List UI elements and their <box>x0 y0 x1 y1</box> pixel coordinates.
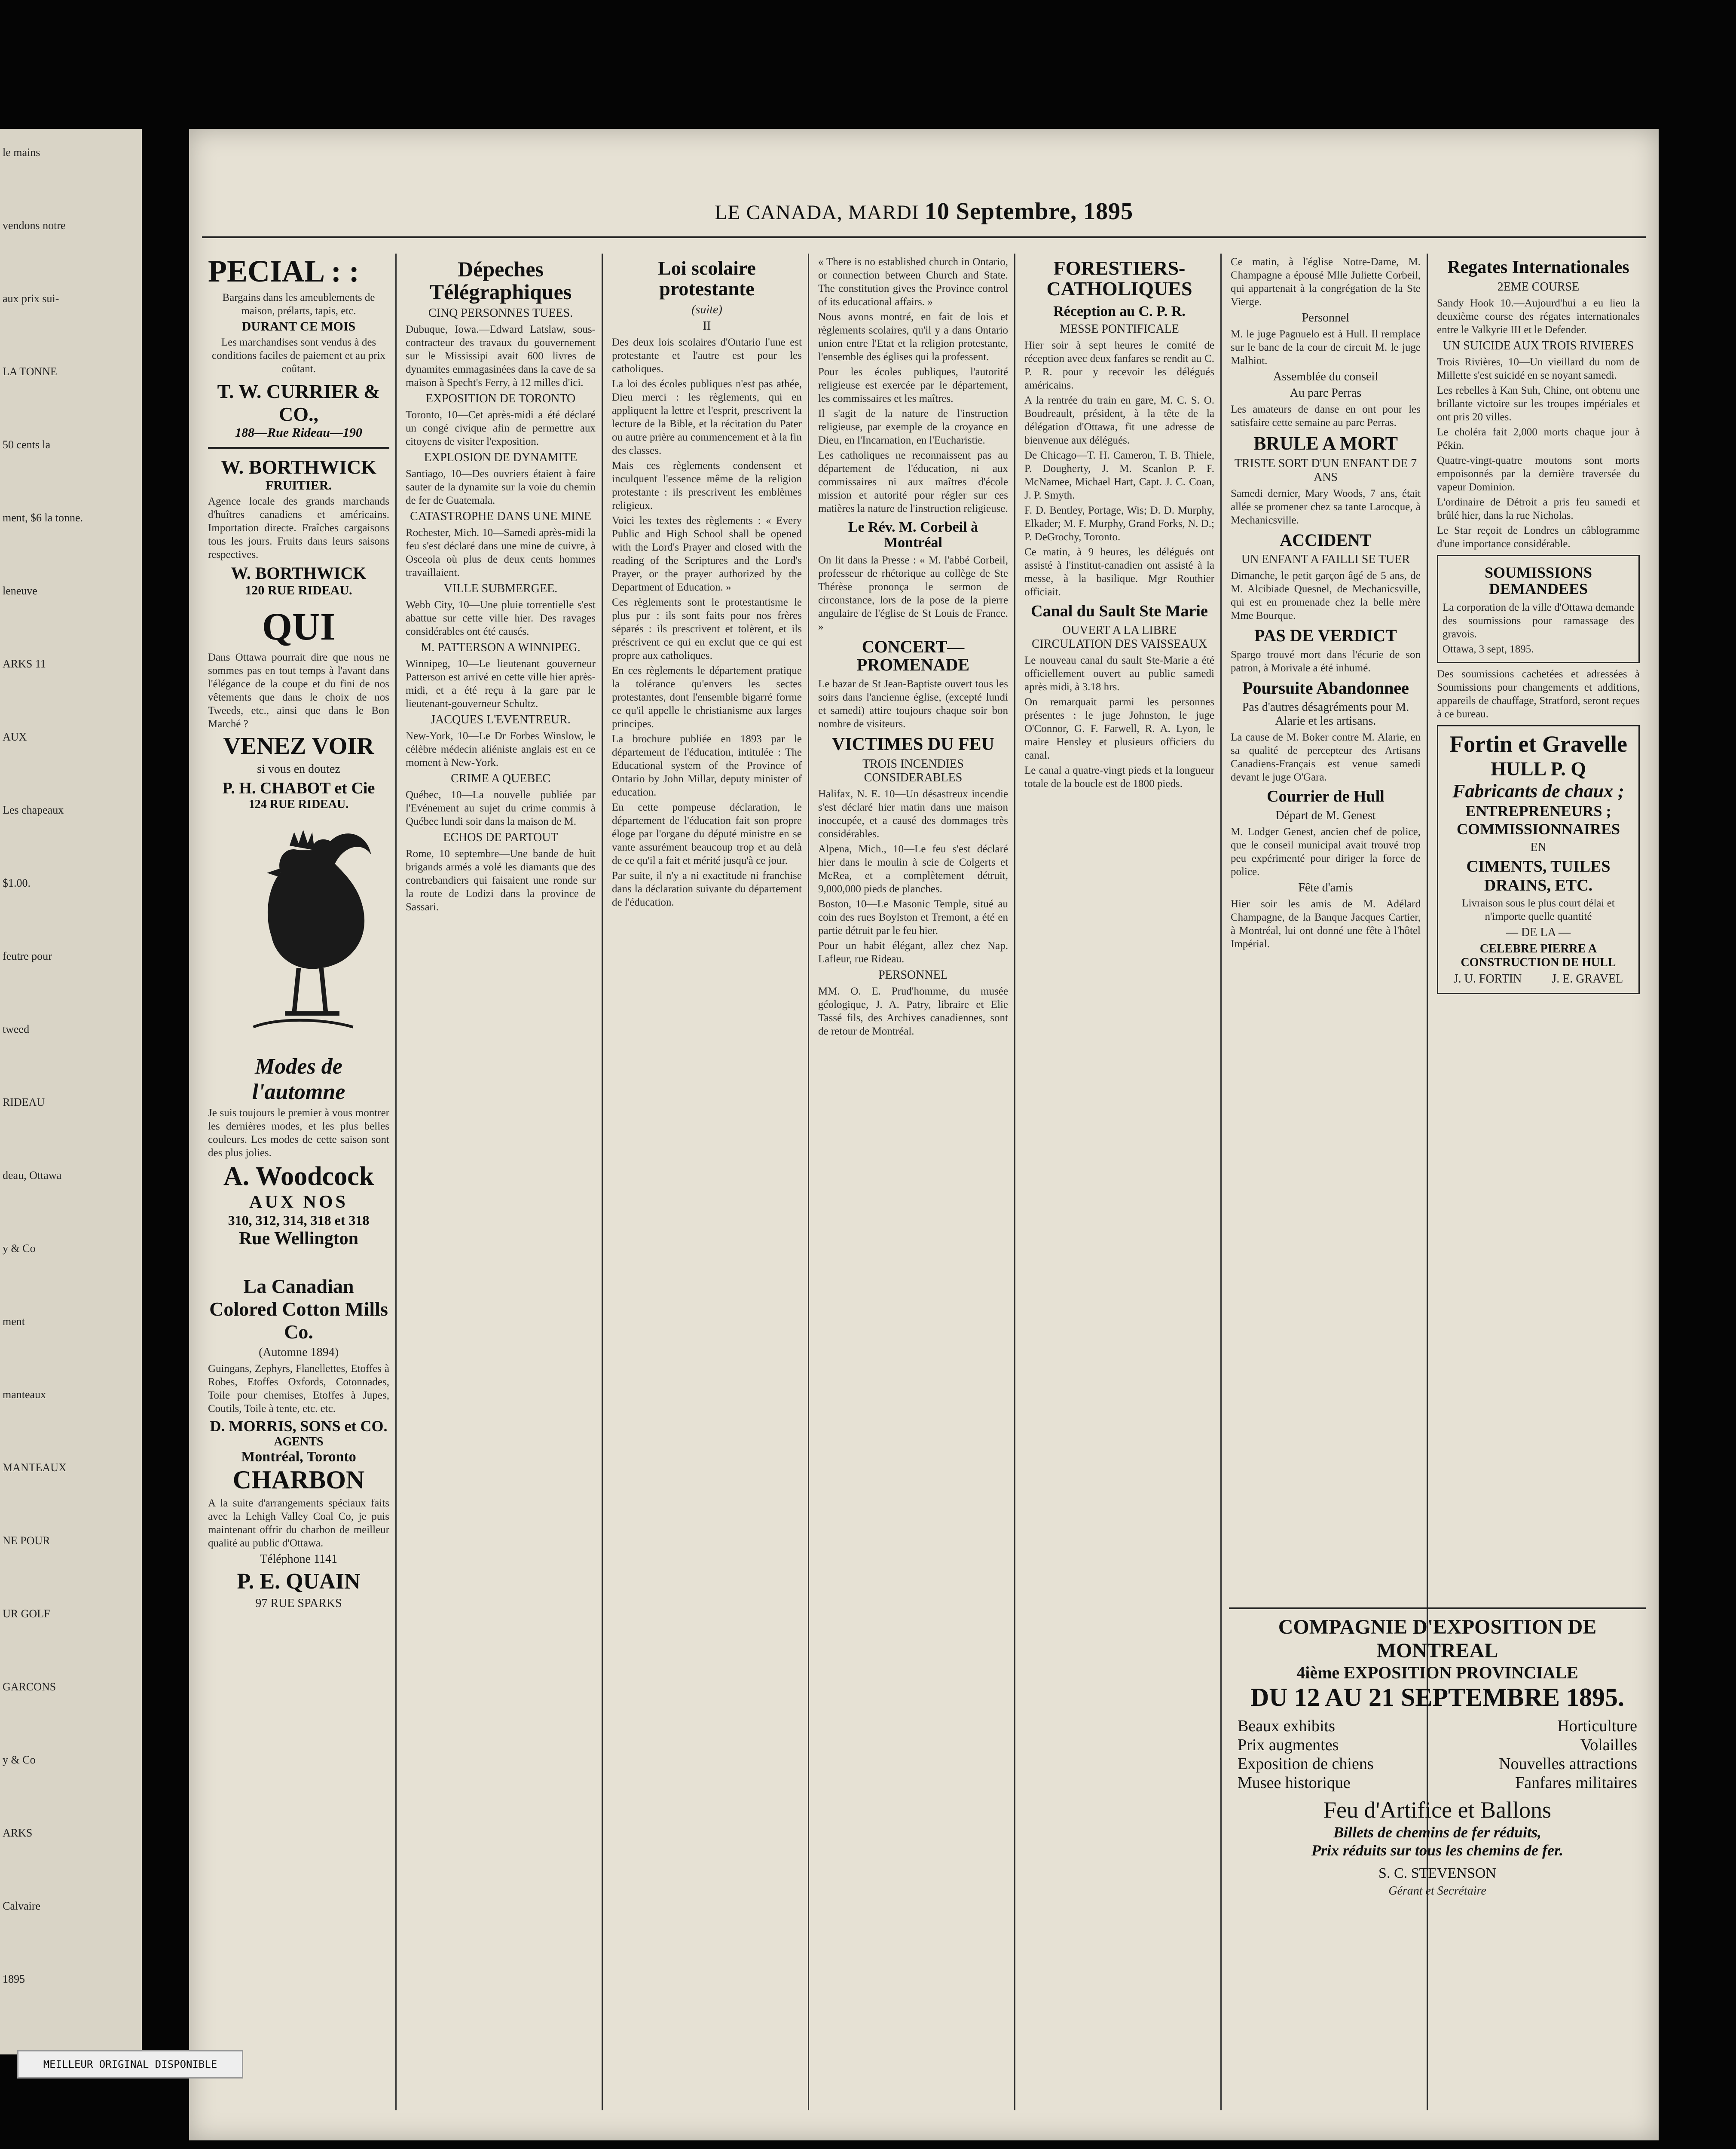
expo-feature: Nouvelles attractions <box>1499 1755 1637 1773</box>
article-text: Quatre-vingt-quatre moutons sont morts empoisonnés par la dernière traversée du vapeur Dominion. <box>1437 455 1640 493</box>
borthwick-address: 120 RUE RIDEAU. <box>245 583 352 597</box>
rooster-illustration <box>208 811 389 1052</box>
article-text: Pour les écoles publiques, l'autorité religieuse est exercée par le département, les commissaires et les maîtres. <box>818 366 1008 404</box>
telegraph-title: Dépeches Télégraphiques <box>429 257 572 304</box>
article-text: En cette pompeuse déclaration, le département de l'éducation fait son propre éloge par l'organe du député ministre en se vante assurément beaucoup trop et au delà de ce qu'il a fait et mérité jusqu'à ce jour. <box>612 801 802 866</box>
article-text: Ce matin, à 9 heures, les délégués ont assisté à l'institut-canadien ont assisté à la messe, à la basilique. Mgr Routhier officiait. <box>1024 546 1214 598</box>
article-text: Le nouveau canal du sault Ste-Marie a été officiellement ouvert au public samedi après midi, à 3.18 hrs. <box>1024 655 1214 693</box>
concert-headline: CONCERT—PROMENADE <box>856 637 970 675</box>
strip-fragment: NE POUR <box>3 1534 50 1547</box>
article-text: En ces règlements le département pratique la tolérance qu'envers les sectes protestantes, dont l'ensemble bigarré forme ce qu'il appelle le christianisme aux larges principes. <box>612 664 802 730</box>
fortin-location: HULL P. Q <box>1491 757 1586 780</box>
strip-fragment: ment <box>3 1315 25 1328</box>
venez-voir-sub: si vous en doutez <box>257 762 340 776</box>
expo-dates: DU 12 AU 21 SEPTEMBRE 1895. <box>1250 1683 1625 1711</box>
strip-fragment: ment, $6 la tonne. <box>3 511 83 524</box>
canadian-cotton-text: Guingans, Zephyrs, Flanellettes, Etoffes à Robes, Etoffes Oxfords, Cotonnades, Toile pour chemises, Etoffes à Jupes, Coutils, Toile à tente, etc. etc. <box>208 1363 389 1414</box>
scan-note-label: MEILLEUR ORIGINAL DISPONIBLE <box>17 2050 243 2079</box>
news-text: Québec, 10—La nouvelle publiée par l'Evénement au sujet du crime commis à Québec lundi soir dans la maison de M. <box>406 789 596 827</box>
article-text: Par suite, il n'y a ni exactitude ni franchise dans la déclaration suivante du département de l'éducation. <box>612 869 802 908</box>
canal-headline: Canal du Sault Ste Marie <box>1031 602 1208 621</box>
article-text: Spargo trouvé mort dans l'écurie de son patron, à Morivale a été inhumé. <box>1231 649 1421 674</box>
expo-feature: Exposition de chiens <box>1238 1755 1374 1773</box>
autumn-label: (Automne 1894) <box>259 1346 339 1359</box>
strip-fragment: GARCONS <box>3 1681 56 1693</box>
expo-title: COMPAGNIE D'EXPOSITION DE MONTREAL <box>1278 1616 1597 1662</box>
article-text: Hier soir les amis de M. Adélard Champagne, de la Banque Jacques Cartier, à Montréal, lui ont donné une fête à l'hôtel Impérial. <box>1231 898 1421 950</box>
news-text: Rochester, Mich. 10—Samedi après-midi la feu s'est déclaré dans une mine de cuivre, à Osceola où plus de deux cents hommes travaillaient. <box>406 527 596 579</box>
street-name: Rue Wellington <box>238 1229 359 1249</box>
expo-right-list <box>1499 1717 1637 1792</box>
chabot-name: P. H. CHABOT et Cie <box>222 779 375 797</box>
strip-fragment: MANTEAUX <box>3 1461 67 1474</box>
fortin-dela: — DE LA — <box>1506 925 1571 939</box>
article-text: F. D. Bentley, Portage, Wis; D. D. Murphy, Elkader; M. F. Murphy, Grand Forks, N. D.; P. DeGrochy, Toronto. <box>1024 505 1214 543</box>
suicide-sub: UN SUICIDE AUX TROIS RIVIERES <box>1443 339 1634 353</box>
article-text: Hier soir à sept heures le comité de réception avec deux fanfares se rendit au C. P. R. pour y recevoir les délégués américains. <box>1024 340 1214 392</box>
modes-text: Je suis toujours le premier à vous montrer les dernières modes, et les plus belles couleurs. Les modes de cette saison sont des plus jolies. <box>208 1107 389 1159</box>
news-headline: ECHOS DE PARTOUT <box>443 831 558 844</box>
divider <box>208 447 389 449</box>
poursuite-subheadline: Pas d'autres désagréments pour M. Alarie et les artisans. <box>1242 701 1409 728</box>
corbeil-headline: Le Rév. M. Corbeil à Montréal <box>848 519 978 551</box>
fortin-names: J. U. FORTIN J. E. GRAVEL <box>1453 972 1623 986</box>
article-text: Dimanche, le petit garçon âgé de 5 ans, de M. Alcibiade Quesnel, de Mechanicsville, qui est en promenade chez la belle mère Mme Bourque. <box>1231 570 1421 622</box>
article-text: La cause de M. Boker contre M. Alarie, en sa qualité de percepteur des Artisans Canadiens-Français est venue samedi devant le juge O'Gara. <box>1231 732 1421 784</box>
news-text: Rome, 10 septembre—Une bande de huit brigands armés a volé les diamants que des contrebandiers qui faisaient une ronde sur la route de Lodizi dans la province de Sassari. <box>406 848 596 913</box>
fortin-heading: Fortin et Gravelle <box>1449 731 1627 757</box>
qui-heading: QUI <box>262 606 336 648</box>
borthwick-name-2: W. BORTHWICK <box>231 563 367 583</box>
article-text: M. Lodger Genest, ancien chef de police, que le conseil municipal avait trouvé trop peu expérimenté pour diriger la force de police. <box>1231 826 1421 878</box>
strip-fragment: y & Co <box>3 1242 36 1255</box>
fire-subheadline: TROIS INCENDIES CONSIDERABLES <box>862 757 964 785</box>
hull-subheadline: Départ de M. Genest <box>1275 809 1376 823</box>
article-text: Le bazar de St Jean-Baptiste ouvert tous les soirs dans l'ancienne église, (excepté lundi et samedi) attire toujours chaque soir bon nombre de visiteurs. <box>818 678 1008 730</box>
news-text: Dubuque, Iowa.—Edward Latslaw, sous-contracteur des travaux du gouvernement sur le Mississipi avait 600 livres de dynamites emmagasinées dans la cave de sa maison à Specht's Ferry, à 12 milles d'ici. <box>406 324 596 389</box>
news-text: Webb City, 10—Une pluie torrentielle s'est abattue sur cette ville hier. Des ravages considérables ont été causés. <box>406 599 596 637</box>
section-number: II <box>703 319 711 333</box>
news-text: Santiago, 10—Des ouvriers étaient à faire sauter de la dynamite sur la voie du chemin de fer de Guatemala. <box>406 468 596 506</box>
strip-fragment: UR GOLF <box>3 1607 50 1620</box>
regattas-sub: 2EME COURSE <box>1497 280 1580 294</box>
news-headline: CATASTROPHE DANS UNE MINE <box>410 510 591 523</box>
expo-prix: Prix réduits sur tous les chemins de fer. <box>1311 1842 1564 1859</box>
strip-fragment: RIDEAU <box>3 1096 45 1108</box>
article-text: Le Star reçoit de Londres un câblogramme d'une importance considérable. <box>1437 525 1640 550</box>
column-rule <box>808 254 809 2110</box>
telephone: Téléphone 1141 <box>260 1552 338 1566</box>
news-headline: CINQ PERSONNES TUEES. <box>428 306 573 320</box>
column-telegraph <box>400 254 602 2110</box>
article-text: Voici les textes des règlements : « Every Public and High School shall be opened with the Lord's Prayer and closed with the reading of the Scriptures and the Lord's Prayer, or the prayer authorized by the Department of Education. » <box>612 514 802 593</box>
article-text: MM. O. E. Prud'homme, du musée géologique, J. A. Patry, libraire et Elie Tassé fils, des Archives canadiennes, sont de retour de Montréal. <box>818 986 1008 1038</box>
strip-fragment: 50 cents la <box>3 438 51 451</box>
news-headline: JACQUES L'EVENTREUR. <box>431 713 571 726</box>
school-law-title: Loi scolaire protestante <box>658 257 756 300</box>
exposition-ad <box>1229 1607 1646 2108</box>
news-headline: EXPLOSION DE DYNAMITE <box>424 451 578 464</box>
day-name: MARDI <box>848 201 919 224</box>
special-text: Bargains dans les ameublements de maison, prélarts, tapis, etc. <box>222 292 375 317</box>
paper-name: LE CANADA, <box>714 201 843 224</box>
verdict-headline: PAS DE VERDICT <box>1254 626 1397 646</box>
expo-feature: Horticulture <box>1557 1717 1637 1735</box>
column-advertisements <box>202 254 395 2110</box>
morris-cities: Montréal, Toronto <box>241 1449 356 1465</box>
strip-fragment: $1.00. <box>3 877 31 889</box>
fire-headline: VICTIMES DU FEU <box>831 735 995 755</box>
article-text: Les amateurs de danse en ont pour les satisfaire cette semaine au parc Perras. <box>1231 404 1421 429</box>
special-heading: PECIAL : : <box>208 254 360 288</box>
strip-fragment: LA TONNE <box>3 365 57 378</box>
borthwick-text: Agence locale des grands marchands d'huîtres canadiens et américains. Importation directe. Fraîches cargaisons tous les jours. Fruits dans leurs saisons respectives. <box>208 496 389 560</box>
street-numbers: 310, 312, 314, 318 et 318 <box>228 1212 370 1228</box>
article-text: La corporation de la ville d'Ottawa demande des soumissions pour ramassage des gravois. <box>1443 601 1634 640</box>
continued-label: (suite) <box>691 303 722 316</box>
expo-features <box>1229 1712 1646 1797</box>
article-text: Le canal a quatre-vingt pieds et la longueur totale de la boucle est de 1800 pieds. <box>1024 765 1214 790</box>
column-local-news <box>1225 254 1427 1603</box>
news-headline: VILLE SUBMERGEE. <box>443 582 558 595</box>
article-text: Boston, 10—Le Masonic Temple, situé au coin des rues Boylston et Tremont, a été en partie détruit par le feu hier. <box>818 898 1008 937</box>
strip-fragment: vendons notre <box>3 219 66 232</box>
expo-feature: Musee historique <box>1238 1774 1351 1792</box>
expo-feature: Prix augmentes <box>1238 1736 1339 1754</box>
fortin-pierre: CELEBRE PIERRE A CONSTRUCTION DE HULL <box>1461 942 1616 969</box>
strip-fragment: aux prix sui- <box>3 292 59 305</box>
article-text: La brochure publiée en 1893 par le département de l'éducation, intitulée : The Educational system of the Province of Ontario by John Millar, deputy minister of education. <box>612 733 802 798</box>
article-text: Sandy Hook 10.—Aujourd'hui a eu lieu la deuxième course des régates internationales entre le Valkyrie III et le Defender. <box>1437 297 1640 336</box>
article-text: L'ordinaire de Détroit a pris feu samedi et brûlé hier, dans la rue Nicholas. <box>1437 496 1640 522</box>
strip-fragment: y & Co <box>3 1754 36 1766</box>
strip-fragment: deau, Ottawa <box>3 1169 62 1182</box>
article-text: Nous avons montré, en fait de lois et règlements scolaires, qu'il y a dans Ontario union entre l'Etat et la religion protestante, l'ensemble des églises qui la professent. <box>818 311 1008 363</box>
strip-fragment: tweed <box>3 1023 30 1035</box>
strip-fragment: AUX <box>3 731 27 743</box>
column-foresters <box>1018 254 1220 2110</box>
strip-fragment: manteaux <box>3 1388 46 1401</box>
strip-fragment: feutre pour <box>3 950 52 962</box>
fortin-livraison: Livraison sous le plus court délai et n'importe quelle quantité <box>1462 897 1615 922</box>
currier-address: 188—Rue Rideau—190 <box>235 426 362 440</box>
venez-voir-heading: VENEZ VOIR <box>223 733 374 759</box>
column-rule <box>1220 254 1222 2110</box>
borthwick-name: W. BORTHWICK <box>220 456 377 478</box>
strip-fragment: Les chapeaux <box>3 804 64 816</box>
modes-heading: Modes de l'automne <box>252 1054 345 1104</box>
charbon-heading: CHARBON <box>232 1466 365 1494</box>
special-cta: DURANT CE MOIS <box>241 319 356 334</box>
article-text: Pour un habit élégant, allez chez Nap. Lafleur, rue Rideau. <box>818 940 1008 965</box>
canadian-cotton-heading: La Canadian Colored Cotton Mills Co. <box>209 1275 388 1343</box>
article-text: A la rentrée du train en gare, M. C. S. O. Boudreault, président, à la tête de la délégation d'Ottawa, fit une adresse de bienvenue aux délégués. <box>1024 395 1214 447</box>
news-headline: CRIME A QUEBEC <box>451 772 550 785</box>
article-text: Des soumissions cachetées et adressées à Soumissions pour changements et additions, appareils de chauffage, Stratford, seront reçues à ce bureau. <box>1437 668 1640 720</box>
section-label: Au parc Perras <box>1290 386 1362 400</box>
strip-fragment: 1895 <box>3 1973 25 1985</box>
hull-headline: Courrier de Hull <box>1267 787 1385 806</box>
header-rule <box>202 236 1646 238</box>
fortin-gravelle-ad <box>1437 725 1640 994</box>
section-label: Fête d'amis <box>1298 881 1353 895</box>
special-text-2: Les marchandises sont vendus à des conditions faciles de paiement et au prix coûtant. <box>211 337 386 375</box>
article-text: De Chicago—T. H. Cameron, T. B. Thiele, P. Dougherty, J. M. Scanlon P. F. McNamee, Michael Hart, Capt. J. C. Coan, J. P. Smyth. <box>1024 450 1214 502</box>
column-news <box>812 254 1014 2110</box>
expo-feature: Beaux exhibits <box>1238 1717 1335 1735</box>
foresters-sub: Réception au C. P. R. <box>1053 303 1186 319</box>
column-rule <box>602 254 603 2110</box>
currier-name: T. W. CURRIER & CO., <box>217 380 380 425</box>
section-label: Personnel <box>1302 311 1350 324</box>
previous-page-strip <box>0 129 142 2054</box>
foresters-title: FORESTIERS-CATHOLIQUES <box>1046 257 1192 300</box>
article-text: Les catholiques ne reconnaissent pas au département de l'éducation, ni aux commissaires ni aux maîtres d'école mission et autorité pour régler sur ces matières la nature de l'instruction religieuse. <box>818 450 1008 514</box>
fortin-fabricants: Fabricants de chaux ; <box>1452 780 1624 802</box>
morris-name: D. MORRIS, SONS et CO. <box>210 1417 388 1435</box>
news-headline: MESSE PONTIFICALE <box>1060 322 1179 336</box>
fortin-en: EN <box>1530 840 1547 854</box>
news-headline: EXPOSITION DE TORONTO <box>425 392 576 405</box>
article-text: Alpena, Mich., 10—Le feu s'est déclaré hier dans le moulin à scie de Colgerts et McRea, et a complètement détruit, 9,000,000 pieds de planches. <box>818 843 1008 895</box>
article-text: On lit dans la Presse : « M. l'abbé Corbeil, professeur de rhétorique au collège de Ste Thérèse prononça le sermon de circonstance, lors de la pose de la pierre angulaire de l'église de St Louis de France. » <box>818 554 1008 633</box>
strip-fragment: Calvaire <box>3 1900 41 1912</box>
strip-fragment: leneuve <box>3 585 37 597</box>
quain-name: P. E. QUAIN <box>237 1569 361 1594</box>
news-text: New-York, 10—Le Dr Forbes Winslow, le célèbre médecin aliéniste anglais est en ce moment à New-York. <box>406 730 596 768</box>
article-text: Mais ces règlements condensent et inculquent l'essence même de la religion protestante : ils prescrivent les emblèmes religieux. <box>612 459 802 511</box>
column-school-law <box>606 254 808 2110</box>
article-text: Ce matin, à l'église Notre-Dame, M. Champagne a épousé Mlle Juliette Corbeil, qui appartenait à la congrégation de la Ste Vierge. <box>1231 256 1421 308</box>
expo-fireworks: Feu d'Artifice et Ballons <box>1323 1797 1552 1823</box>
strip-fragment: ARKS <box>3 1827 33 1839</box>
masthead <box>189 198 1659 225</box>
agents-label: AGENTS <box>274 1435 324 1448</box>
soumissions-headline: SOUMISSIONS DEMANDEES <box>1484 564 1592 597</box>
column-rule <box>395 254 397 2110</box>
poursuite-headline: Poursuite Abandonnee <box>1242 678 1409 698</box>
accident-subheadline: UN ENFANT A FAILLI SE TUER <box>1241 553 1410 566</box>
canal-subheadline: OUVERT A LA LIBRE CIRCULATION DES VAISSEAUX <box>1031 624 1207 651</box>
woodcock-name: A. Woodcock <box>223 1162 374 1191</box>
article-text: « There is no established church in Ontario, or connection between Church and State. The constitution gives the Province control of its educational affairs. » <box>818 256 1008 308</box>
expo-role: Gérant et Secrétaire <box>1388 1884 1486 1898</box>
borthwick-sub: FRUITIER. <box>265 478 332 493</box>
article-text: On remarquait parmi les personnes présentes : le juge Johnston, le juge O'Connor, G. F. Farwell, R. A. Lyon, le maire Hensley et plusieurs officiers du canal. <box>1024 696 1214 762</box>
article-text: Trois Rivières, 10—Un vieillard du nom de Millette s'est suicidé en se noyant samedi. <box>1437 356 1640 382</box>
brule-headline: BRULE A MORT <box>1253 433 1398 454</box>
personnel-headline: PERSONNEL <box>878 968 948 982</box>
strip-fragment: le mains <box>3 146 40 159</box>
expo-feature: Fanfares militaires <box>1515 1774 1637 1792</box>
strip-fragment: ARKS 11 <box>3 658 46 670</box>
expo-sub: 4ième EXPOSITION PROVINCIALE <box>1296 1663 1578 1682</box>
article-text: Le choléra fait 2,000 morts chaque jour à Pékin. <box>1437 426 1640 452</box>
issue-date: 10 Septembre, 1895 <box>924 198 1134 225</box>
qui-text: Dans Ottawa pourrait dire que nous ne sommes pas en tout temps à l'avant dans l'élégance de la coupe et du fini de nos vêtements que dans le choix de nos Tweeds, etc., ainsi que dans le Bon Marché ? <box>208 652 389 730</box>
expo-billets: Billets de chemins de fer réduits, <box>1333 1824 1541 1841</box>
fortin-ciments: CIMENTS, TUILES DRAINS, ETC. <box>1466 857 1611 894</box>
article-text: Ces règlements sont le protestantisme le plus pur : ils sont faits pour nos frères séparés : ils prescrivent et tolèrent, et ils préscrivent ce qui en exclut que ce qui est propre aux catholiques. <box>612 596 802 661</box>
expo-left-list <box>1238 1717 1374 1792</box>
news-headline: M. PATTERSON A WINNIPEG. <box>421 641 581 654</box>
news-text: Toronto, 10—Cet après-midi a été déclaré un congé civique afin de permettre aux citoyens de visiter l'exposition. <box>406 409 596 447</box>
column-regattas <box>1431 254 1646 1603</box>
article-text: La loi des écoles publiques n'est pas athée, Dieu merci : les règlements, qui en appliquent la lettre et l'esprit, prescrivent la lecture de la Bible, et la récitation du Pater ou autre prière au commencement et à la fin des classes. <box>612 378 802 456</box>
regattas-headline: Regates Internationales <box>1447 257 1629 277</box>
soumissions-box <box>1437 555 1640 663</box>
expo-feature: Volailles <box>1580 1736 1637 1754</box>
article-text: Des deux lois scolaires d'Ontario l'une est protestante et l'autre est pour les catholiques. <box>612 336 802 375</box>
accident-headline: ACCIDENT <box>1280 530 1372 550</box>
expo-signature: S. C. STEVENSON <box>1378 1865 1496 1881</box>
chabot-address: 124 RUE RIDEAU. <box>248 798 349 811</box>
brule-subheadline: TRISTE SORT D'UN ENFANT DE 7 ANS <box>1234 457 1417 484</box>
article-text: Ottawa, 3 sept, 1895. <box>1443 643 1534 655</box>
section-label: Assemblée du conseil <box>1273 370 1378 383</box>
news-text: Winnipeg, 10—Le lieutenant gouverneur Patterson est arrivé en cette ville hier après-midi, et a été reçu à la gare par le lieutenant-gouverneur Schultz. <box>406 658 596 710</box>
newspaper-page <box>189 129 1659 2140</box>
article-text: Il s'agit de la nature de l'instruction religieuse, par exemple de la croyance en Dieu, en l'Incarnation, en l'Eucharistie. <box>818 408 1008 446</box>
column-rule <box>1014 254 1015 2110</box>
article-text: M. le juge Pagnuelo est à Hull. Il remplace sur le banc de la cour de circuit M. le juge Malhiot. <box>1231 328 1421 367</box>
article-text: Les rebelles à Kan Suh, Chine, ont obtenu une brillante victoire sur les troupes impériales et ont pris 20 villes. <box>1437 385 1640 423</box>
fortin-entrepreneurs: ENTREPRENEURS ; COMMISSIONNAIRES <box>1456 802 1620 838</box>
article-text: Samedi dernier, Mary Woods, 7 ans, était allée se promener chez sa tante Larocque, à Mechanicsville. <box>1231 488 1421 527</box>
charbon-text: A la suite d'arrangements spéciaux faits avec la Lehigh Valley Coal Co, je puis maintenant offrir du charbon de meilleur qualité au public d'Ottawa. <box>208 1497 389 1549</box>
quain-address: 97 RUE SPARKS <box>255 1597 342 1610</box>
aux-nos: AUX NOS <box>249 1192 348 1212</box>
article-text: Halifax, N. E. 10—Un désastreux incendie s'est déclaré hier matin dans une maison inoccupée, et a causé des dommages très considérables. <box>818 788 1008 840</box>
